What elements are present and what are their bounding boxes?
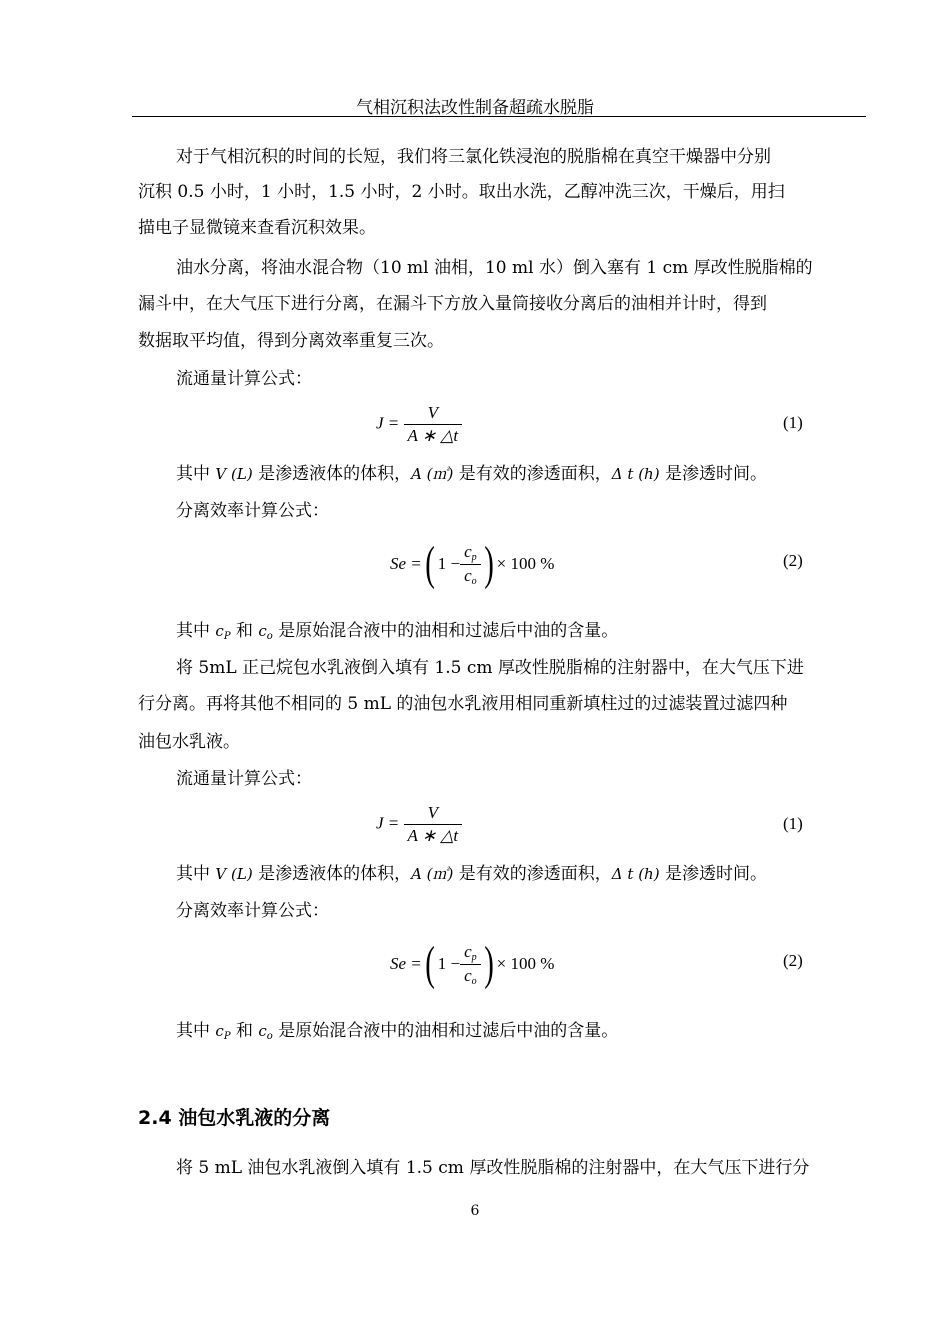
flux-note-t: Δ t (h) xyxy=(611,465,660,483)
para1-line1: 对于气相沉积的时间的长短，我们将三氯化铁浸泡的脱脂棉在真空干燥器中分别 xyxy=(176,147,771,167)
page-header: 气相沉积法改性制备超疏水脱脂 xyxy=(356,98,594,118)
left-paren: ( xyxy=(424,537,435,590)
flux-note-2 xyxy=(176,863,767,885)
sep-label-2: 分离效率计算公式： xyxy=(176,901,329,921)
flux-numerator-2: V xyxy=(427,803,439,822)
flux-note-a-2: A (㎡) xyxy=(411,865,454,883)
sep-den: c xyxy=(464,565,472,585)
sep-note-and: 和 xyxy=(230,621,259,641)
sep-one: 1 − xyxy=(437,554,461,573)
para2-line3: 数据取平均值，得到分离效率重复三次。 xyxy=(138,331,444,351)
sep-num-2: c xyxy=(464,941,472,961)
para3-line3: 油包水乳液。 xyxy=(138,732,240,752)
para3-line1: 将 5mL 正己烷包水乳液倒入填有 1.5 cm 厚改性脱脂棉的注射器中，在大气压下进 xyxy=(176,658,804,678)
sep-one-2: 1 − xyxy=(437,954,461,973)
sep-fraction-2 xyxy=(460,942,481,987)
sep-note-co-sub-2: o xyxy=(266,1031,273,1042)
para4-line1: 将 5 mL 油包水乳液倒入填有 1.5 cm 厚改性脱脂棉的注射器中，在大气压下进行分 xyxy=(176,1158,810,1178)
sep-lhs-2: Se = xyxy=(390,954,422,973)
sep-note-pre: 其中 xyxy=(176,621,216,641)
flux-formula xyxy=(376,403,462,446)
equation-number-1b: (1) xyxy=(783,814,803,833)
flux-fraction-2 xyxy=(404,803,463,846)
sep-note-post-2: 是原始混合液中的油相和过滤后中油的含量。 xyxy=(272,1021,619,1041)
para2-line2: 漏斗中，在大气压下进行分离，在漏斗下方放入量筒接收分离后的油相并计时，得到 xyxy=(138,294,767,314)
sep-note-cp-sub-2: P xyxy=(223,1031,231,1042)
flux-label-2: 流通量计算公式： xyxy=(176,769,312,789)
sep-rhs-2: × 100 % xyxy=(496,954,555,973)
flux-fraction xyxy=(404,403,463,446)
flux-note-post: 是渗透时间。 xyxy=(659,464,767,484)
sep-num: c xyxy=(464,541,472,561)
flux-note-mid1-2: 是渗透液体的体积， xyxy=(252,864,412,884)
sep-formula-2 xyxy=(390,937,555,990)
sep-note-cp: c xyxy=(215,622,224,640)
sep-note-post: 是原始混合液中的油相和过滤后中油的含量。 xyxy=(272,621,619,641)
flux-note-mid2-2: 是有效的渗透面积， xyxy=(453,864,612,884)
flux-note-pre-2: 其中 xyxy=(176,864,216,884)
sep-den-sub-2: o xyxy=(471,975,477,987)
flux-note xyxy=(176,463,767,485)
sep-formula xyxy=(390,537,555,590)
left-paren-2: ( xyxy=(424,937,435,990)
section-heading: 2.4 油包水乳液的分离 xyxy=(138,1107,331,1129)
flux-note-v-2: V (L) xyxy=(215,865,253,883)
sep-note-2 xyxy=(176,1020,618,1048)
sep-note-co: c xyxy=(258,622,267,640)
sep-note-cp-2: c xyxy=(215,1022,224,1040)
flux-denominator: A ∗ △t xyxy=(404,424,463,446)
sep-lhs: Se = xyxy=(390,554,422,573)
flux-label: 流通量计算公式： xyxy=(176,369,312,389)
para3-line2: 行分离。再将其他不相同的 5 mL 的油包水乳液用相同重新填柱过的过滤装置过滤四种 xyxy=(138,694,788,714)
flux-note-t-2: Δ t (h) xyxy=(611,865,660,883)
sep-note xyxy=(176,620,618,648)
sep-num-sub-2: p xyxy=(471,951,477,963)
equation-number-2b: (2) xyxy=(783,951,803,970)
flux-lhs: J = xyxy=(376,413,400,433)
sep-fraction xyxy=(460,542,481,587)
sep-note-pre-2: 其中 xyxy=(176,1021,216,1041)
sep-label: 分离效率计算公式： xyxy=(176,501,329,521)
sep-note-cp-sub: P xyxy=(223,631,231,642)
para1-line2: 沉积 0.5 小时，1 小时，1.5 小时，2 小时。取出水洗，乙醇冲洗三次，干燥后，用扫 xyxy=(138,182,785,202)
sep-den-2: c xyxy=(464,965,472,985)
equation-number-2: (2) xyxy=(783,551,803,570)
sep-den-sub: o xyxy=(471,575,477,587)
flux-note-post-2: 是渗透时间。 xyxy=(659,864,767,884)
flux-numerator: V xyxy=(427,403,439,422)
sep-note-and-2: 和 xyxy=(230,1021,259,1041)
para1-line3: 描电子显微镜来查看沉积效果。 xyxy=(138,218,376,238)
sep-note-co-sub: o xyxy=(266,631,273,642)
para2-line1: 油水分离，将油水混合物（10 ml 油相，10 ml 水）倒入塞有 1 cm 厚改性脱脂棉的 xyxy=(176,258,813,278)
flux-formula-2 xyxy=(376,803,462,846)
equation-number-1: (1) xyxy=(783,413,803,432)
page-number: 6 xyxy=(470,1203,480,1219)
flux-note-mid2: 是有效的渗透面积， xyxy=(453,464,612,484)
flux-note-mid1: 是渗透液体的体积， xyxy=(252,464,412,484)
right-paren-2: ) xyxy=(483,937,494,990)
flux-note-v: V (L) xyxy=(215,465,253,483)
flux-note-a: A (㎡) xyxy=(411,465,454,483)
flux-lhs-2: J = xyxy=(376,813,400,833)
flux-denominator-2: A ∗ △t xyxy=(404,824,463,846)
right-paren: ) xyxy=(483,537,494,590)
sep-num-sub: p xyxy=(471,551,477,563)
flux-note-pre: 其中 xyxy=(176,464,216,484)
sep-rhs: × 100 % xyxy=(496,554,555,573)
header-rule xyxy=(132,116,866,117)
sep-note-co-2: c xyxy=(258,1022,267,1040)
